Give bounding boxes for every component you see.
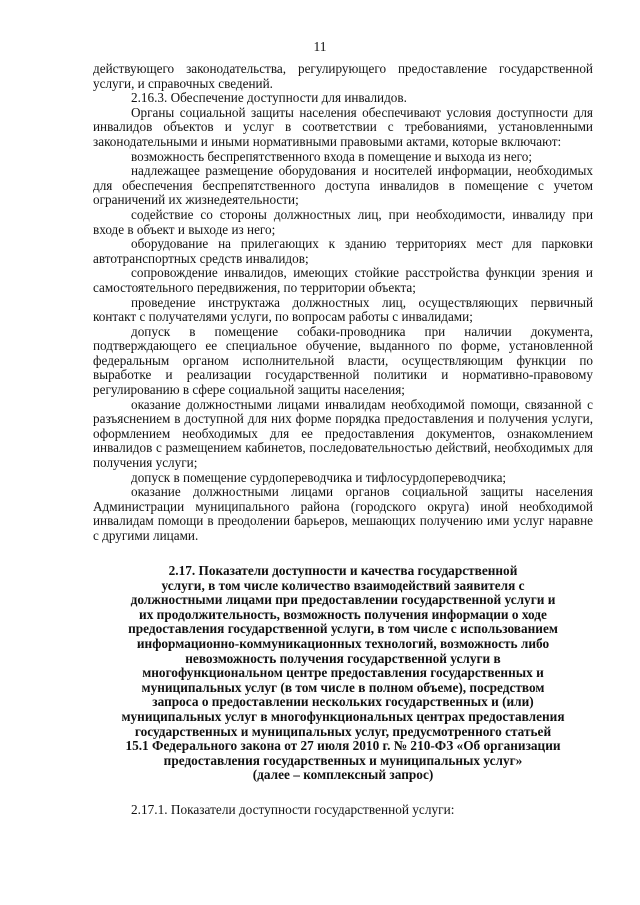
- heading-line: услуги, в том числе количество взаимодействий заявителя с: [161, 577, 525, 593]
- paragraph: допуск в помещение сурдопереводчика и тифлосурдопереводчика;: [131, 469, 507, 485]
- paragraph: возможность беспрепятственного входа в помещение и выхода из него;: [131, 148, 533, 164]
- paragraph: оказание должностными лицами органов социальной защиты населения Администрации муниципального района (городского округа) иной необходимой инвалидам помощи в преодолении барьеров, мешающих получению ими услуг наравне с другими лицами.: [93, 484, 593, 543]
- heading-line: 2.17. Показатели доступности и качества государственной: [168, 563, 518, 578]
- paragraph: допуск в помещение собаки-проводника при наличии документа, подтверждающего ее специальное обучение, выданного по форме, установленной федеральным органом исполнительной власти, осуществляющим функции по выработке и реализации государственной политики и нормативно-правовому регулированию в сфере социальной защиты населения;: [93, 323, 593, 398]
- heading-line: 15.1 Федерального закона от 27 июля 2010 г. № 210-ФЗ «Об организации: [125, 738, 561, 754]
- paragraph: Органы социальной защиты населения обеспечивают условия доступности для инвалидов объектов и услуг в соответствии с требованиями, установленными законодательными и иными нормативными правовыми актами, которые включают:: [93, 104, 593, 149]
- heading-line: предоставления государственной услуги, в том числе с использованием: [128, 621, 558, 637]
- paragraph: оборудование на прилегающих к зданию территориях мест для парковки автотранспортных средств инвалидов;: [93, 236, 593, 266]
- heading-line: многофункциональном центре предоставления государственных и: [142, 665, 544, 681]
- subsection-title: 2.17.1. Показатели доступности государственной услуги:: [131, 802, 455, 817]
- heading-line: муниципальных услуг в многофункциональных центрах предоставления: [121, 708, 565, 724]
- heading-line: информационно-коммуникационных технологий, возможность либо: [136, 635, 550, 651]
- heading-line: муниципальных услуг (в том числе в полном объеме), посредством: [141, 679, 545, 695]
- paragraph: сопровождение инвалидов, имеющих стойкие расстройства функции зрения и самостоятельного передвижения, по территории объекта;: [93, 265, 593, 295]
- heading-line: запроса о предоставлении нескольких государственных и (или): [152, 694, 534, 710]
- paragraph: действующего законодательства, регулирующего предоставление государственной услуги, и справочных сведений.: [93, 61, 593, 91]
- heading-line: должностными лицами при предоставлении государственной услуги и: [130, 592, 556, 608]
- heading-line: (далее – комплексный запрос): [252, 767, 434, 783]
- heading-line: предоставления государственных и муниципальных услуг»: [163, 752, 523, 768]
- paragraph: оказание должностными лицами инвалидам необходимой помощи, связанной с разъяснением в доступной для них форме порядка предоставления и получения услуги, оформлением необходимых для ее предоставления документов, ознакомлением инвалидов с размещением кабинетов, последовательностью действий, необходимых для получения услуги;: [93, 396, 593, 471]
- paragraph: проведение инструктажа должностных лиц, осуществляющих первичный контакт с получателями услуги, по вопросам работы с инвалидами;: [93, 294, 593, 325]
- heading-line: невозможность получения государственной услуги в: [185, 650, 501, 666]
- section-heading: [93, 564, 593, 783]
- heading-line: государственных и муниципальных услуг, предусмотренного статьей: [134, 723, 552, 739]
- paragraph: 2.16.3. Обеспечение доступности для инвалидов.: [131, 90, 407, 106]
- paragraph: надлежащее размещение оборудования и носителей информации, необходимых для обеспечения беспрепятственного доступа инвалидов в помещение с учетом ограничений их жизнедеятельности;: [93, 163, 593, 208]
- page-number: 11: [313, 39, 327, 54]
- paragraph: содействие со стороны должностных лиц, при необходимости, инвалиду при входе в объект и выходе из него;: [93, 206, 593, 237]
- heading-line: их продолжительность, возможность получения информации о ходе: [139, 606, 547, 622]
- body-text: [93, 62, 593, 544]
